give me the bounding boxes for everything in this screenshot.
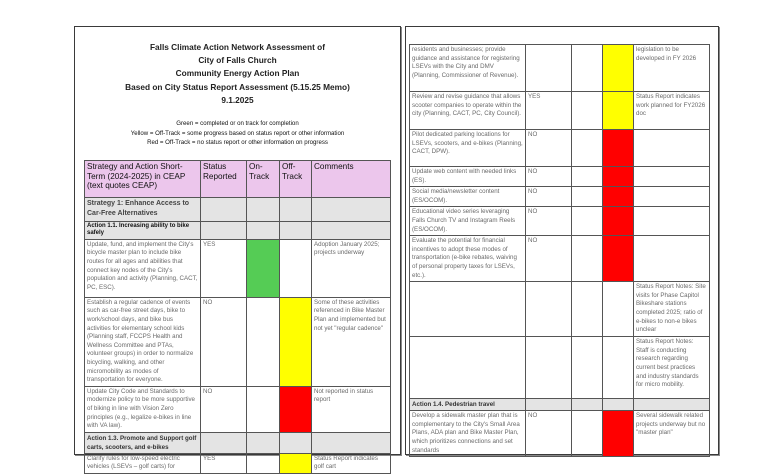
off-track-cell — [280, 239, 312, 297]
on-track-cell — [572, 167, 603, 187]
off-track-cell — [603, 236, 634, 282]
table-header-row — [85, 161, 391, 198]
comment: Not reported in status report — [312, 386, 391, 432]
on-track-cell — [572, 45, 603, 92]
comment: Status Report Notes: Staff is conducting research regarding current best practices and industry standards for micro mobility. — [634, 337, 710, 399]
on-track-cell — [572, 337, 603, 399]
table-row — [410, 282, 710, 337]
table-row — [410, 45, 710, 92]
table-row — [410, 207, 710, 236]
off-track-cell — [280, 386, 312, 432]
on-track-cell — [572, 130, 603, 167]
on-track-cell — [247, 453, 280, 473]
legend-red: Red = Off-Track = no status report or other information on progress — [147, 139, 328, 147]
on-track-cell — [572, 282, 603, 337]
status-reported: NO — [526, 236, 572, 282]
on-track-cell — [247, 239, 280, 297]
table-row — [410, 337, 710, 399]
comment: Several sidewalk related projects underway but no "master plan" — [634, 411, 710, 457]
off-track-cell — [603, 187, 634, 207]
action-text: residents and businesses; provide guidance and assistance for registering LSEVs with the City and DMV (Planning, Commissioner of Revenue). — [410, 45, 526, 92]
action-text: Social media/newsletter content (ES/OCOM). — [410, 187, 526, 207]
off-track-cell — [603, 92, 634, 130]
off-track-cell — [603, 411, 634, 457]
comment — [634, 167, 710, 187]
action-text: Educational video series leveraging Falls Church TV and Instagram Reels (ES/OCOM). — [410, 207, 526, 236]
off-track-cell — [280, 453, 312, 473]
table-row — [85, 297, 391, 386]
action-row — [85, 222, 391, 240]
comment: Some of these activities referenced in Bike Master Plan and implemented but not yet "regular cadence" — [312, 297, 391, 386]
action-text: Establish a regular cadence of events such as car-free street days, bike to work/school days, and bike bus activities for elementary school kids (Planning staff, FCCPS Health and Wellness Committee and PTAs, volunteer groups) in order to normalize bicycling, walking, and other micromobility as modes of transportation for everyone. — [85, 297, 201, 386]
comment — [634, 130, 710, 167]
table-row — [85, 453, 391, 473]
action-text: Clarify rules for low-speed electric vehicles (LSEVs – golf carts) for — [85, 453, 201, 473]
status-reported: YES — [526, 92, 572, 130]
action-text — [410, 282, 526, 337]
off-track-cell — [603, 207, 634, 236]
table-row — [410, 130, 710, 167]
status-reported: YES — [201, 239, 247, 297]
color-legend — [75, 119, 400, 148]
on-track-cell — [572, 92, 603, 130]
action-text: Pilot dedicated parking locations for LSEVs, scooters, and e-bikes (Planning, CACT, DPW). — [410, 130, 526, 167]
on-track-cell — [572, 411, 603, 457]
header-on-track: On-Track — [247, 161, 280, 198]
comment: Adoption January 2025; projects underway — [312, 239, 391, 297]
header-status: Status Reported — [201, 161, 247, 198]
comment: legislation to be developed in FY 2026 — [634, 45, 710, 92]
legend-green: Green = completed or on track for completion — [176, 120, 299, 127]
action-row — [410, 399, 710, 411]
status-reported: NO — [526, 411, 572, 457]
legend-yellow: Yellow = Off-Track = some progress based on status report or other information — [130, 129, 345, 137]
title-line: Based on City Status Report Assessment (5.15.25 Memo) — [125, 81, 350, 92]
header-strategy: Strategy and Action Short-Term (2024-2025) in CEAP (text quotes CEAP) — [85, 161, 201, 198]
action-text: Evaluate the potential for financial incentives to adopt these modes of transportation (e-bike rebates, waiving of personal property taxes for LSEVs, etc.). — [410, 236, 526, 282]
status-reported — [526, 45, 572, 92]
document-page-left — [74, 26, 401, 471]
table-row — [410, 236, 710, 282]
action-text: Develop a sidewalk master plan that is complementary to the City's Small Area Plans, ADA plan and Bike Master Plan, which prioritizes connections and set standards — [410, 411, 526, 457]
title-line: Community Energy Action Plan — [175, 68, 300, 79]
action-text: Review and revise guidance that allows scooter companies to operate within the city (Planning, CACT, PC, City Council). — [410, 92, 526, 130]
off-track-cell — [603, 130, 634, 167]
action-label: Action 1.3. Promote and Support golf carts, scooters, and e-bikes — [85, 432, 201, 453]
action-row — [85, 432, 391, 453]
off-track-cell — [603, 45, 634, 92]
table-row — [410, 411, 710, 457]
status-reported: NO — [201, 386, 247, 432]
strategy-row — [85, 198, 391, 222]
title-line: Falls Climate Action Network Assessment of — [149, 42, 326, 52]
assessment-table-left — [84, 160, 391, 474]
comment: Status Report Notes: Site visits for Phase Capitol Bikeshare stations completed 2025; ratio of e-bikes to non-e bikes unclear — [634, 282, 710, 337]
comment: Status Report indicates work planned for FY2026 doc — [634, 92, 710, 130]
action-label: Action 1.1. Increasing ability to bike safely — [85, 222, 201, 240]
on-track-cell — [247, 386, 280, 432]
status-reported: NO — [526, 207, 572, 236]
status-reported — [526, 337, 572, 399]
document-page-right — [405, 26, 719, 455]
status-reported: NO — [526, 130, 572, 167]
table-row — [410, 92, 710, 130]
on-track-cell — [572, 207, 603, 236]
table-row — [85, 386, 391, 432]
off-track-cell — [603, 337, 634, 399]
off-track-cell — [603, 282, 634, 337]
action-text: Update, fund, and implement the City's bicycle master plan to include bike routes for all ages and abilities that connect key nodes of the City's population and activity (Planning, CACT, PC, ESC). — [85, 239, 201, 297]
on-track-cell — [572, 236, 603, 282]
header-off-track: Off-Track — [280, 161, 312, 198]
action-text: Update web content with needed links (ES). — [410, 167, 526, 187]
table-row — [410, 187, 710, 207]
comment — [634, 187, 710, 207]
assessment-table-right — [409, 44, 710, 457]
strategy-label: Strategy 1: Enhance Access to Car-Free Alternatives — [85, 198, 201, 222]
status-reported: NO — [526, 187, 572, 207]
title-date: 9.1.2025 — [221, 94, 254, 105]
on-track-cell — [247, 297, 280, 386]
comment — [634, 207, 710, 236]
action-label: Action 1.4. Pedestrian travel — [410, 399, 526, 411]
action-text — [410, 337, 526, 399]
header-comments: Comments — [312, 161, 391, 198]
table-row — [410, 167, 710, 187]
off-track-cell — [280, 297, 312, 386]
status-reported: NO — [201, 297, 247, 386]
status-reported — [526, 282, 572, 337]
title-line: City of Falls Church — [198, 55, 277, 66]
off-track-cell — [603, 167, 634, 187]
document-title — [75, 41, 400, 107]
status-reported: NO — [526, 167, 572, 187]
comment — [634, 236, 710, 282]
table-row — [85, 239, 391, 297]
on-track-cell — [572, 187, 603, 207]
comment: Status Report indicates golf cart — [312, 453, 391, 473]
status-reported: YES — [201, 453, 247, 473]
action-text: Update City Code and Standards to modernize policy to be more supportive of biking in line with Vision Zero principles (e.g., legalize e-bikes in line with VA law). — [85, 386, 201, 432]
